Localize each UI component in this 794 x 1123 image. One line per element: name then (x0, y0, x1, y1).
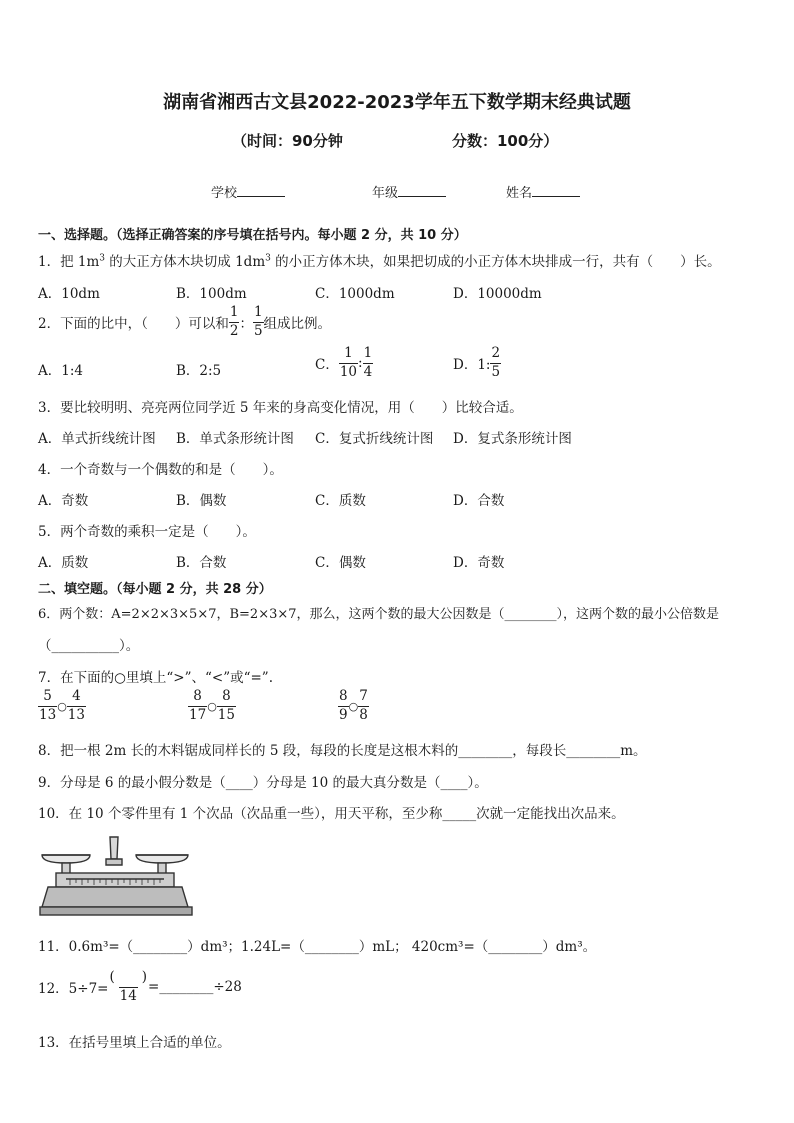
q2-f1-num: 1 (229, 304, 239, 320)
question-12 (38, 971, 242, 1003)
q1-option-b: B．100dm (176, 286, 247, 302)
grade-label: 年级 (372, 186, 399, 201)
q5-option-c: C．偶数 (315, 555, 366, 571)
q7-2-right (217, 690, 236, 722)
q5-option-d: D．奇数 (453, 555, 505, 571)
q2-optd-fraction (490, 347, 501, 379)
q7-compare-2 (188, 690, 236, 722)
balance-scale-image (38, 833, 198, 919)
q5-option-a: A．质数 (38, 555, 89, 571)
grade-blank (398, 184, 446, 197)
q2-optd-f-den: 5 (491, 363, 501, 380)
q4-option-c: C．质数 (315, 493, 366, 509)
q2-text-b: 组成比例。 (263, 316, 332, 332)
exam-time: （时间：90分钟 (232, 132, 343, 150)
q5-option-b: B．合数 (176, 555, 227, 571)
q1-sup1: 3 (99, 253, 106, 264)
q7-3-left-num: 8 (339, 688, 348, 704)
q1-option-a: A．10dm (38, 286, 100, 302)
q7-3-left (338, 690, 349, 722)
q2-option-a: A．1:4 (38, 363, 83, 379)
q2-colon: ： (239, 316, 253, 332)
q12-fraction (108, 971, 148, 1003)
q2-optc-fraction-2 (363, 347, 374, 379)
question-9: 9．分母是 6 的最小假分数是（____）分母是 10 的最大真分数是（____）。 (38, 775, 488, 791)
q7-1-right-den: 13 (67, 706, 85, 723)
q1-option-d: D．10000dm (453, 286, 542, 302)
q2-optd-f-num: 2 (491, 345, 501, 361)
q7-2-left (188, 690, 207, 722)
q2-f1-den: 2 (229, 322, 239, 339)
question-6-line1: 6．两个数：A=2×2×3×5×7，B=2×3×7，那么，这两个数的最大公因数是（________），这两个数的最小公倍数是 (38, 607, 720, 622)
page-title: 湖南省湘西古文县2022-2023学年五下数学期末经典试题 (163, 92, 631, 113)
q2-optc-fraction-1 (339, 347, 358, 379)
q3-option-c: C．复式折线统计图 (315, 431, 434, 447)
q7-3-right-num: 7 (359, 688, 368, 704)
q2-optc-f2-den: 4 (363, 363, 373, 380)
name-label: 姓名 (506, 186, 533, 201)
q4-option-d: D．合数 (453, 493, 505, 509)
q7-1-right (67, 690, 86, 722)
name-blank (532, 184, 580, 197)
q1-sup2: 3 (265, 253, 271, 264)
question-8: 8．把一根 2m 长的木料锯成同样长的 5 段，每段的长度是这根木料的________，每段长________m。 (38, 743, 647, 759)
q1-text-c: 的小正方体木块，如果把切成的小正方体木块排成一行，共有（ ）长。 (270, 254, 721, 270)
q3-option-d: D．复式条形统计图 (453, 431, 572, 447)
q2-optc-f1-num: 1 (344, 345, 353, 361)
q7-1-left-den: 13 (39, 706, 57, 723)
q2-fraction-1 (229, 306, 240, 338)
q1-text-a: 1．把 1m (38, 254, 100, 270)
q2-f2-den: 5 (253, 322, 263, 339)
q7-1-left (38, 690, 57, 722)
q2-fraction-2 (253, 306, 264, 338)
school-label: 学校 (211, 186, 238, 201)
q7-3-left-den: 9 (339, 706, 348, 723)
q2-optc-f2-num: 1 (363, 345, 373, 361)
question-10: 10．在 10 个零件里有 1 个次品（次品重一些），用天平称，至少称_____次就一定能找出次品来。 (38, 806, 625, 822)
q7-3-circle: ○ (348, 699, 359, 713)
q2-optc-label: C． (315, 357, 339, 373)
q7-1-left-num: 5 (43, 688, 52, 704)
question-2 (38, 306, 331, 338)
question-1 (38, 250, 721, 270)
name-field (506, 182, 580, 201)
q2-optd-label: D．1: (453, 357, 491, 373)
q12-text-a: 12．5÷7= (38, 981, 109, 997)
q7-2-right-den: 15 (217, 706, 235, 723)
q1-option-c: C．1000dm (315, 286, 395, 302)
school-blank (237, 184, 285, 197)
q7-2-circle: ○ (207, 699, 217, 713)
section2-title: 二、填空题。（每小题 2 分，共 28 分） (38, 582, 272, 597)
q7-compare-3 (338, 690, 369, 722)
q7-2-left-den: 17 (189, 706, 207, 723)
q2-option-c (315, 347, 373, 379)
question-4: 4．一个奇数与一个偶数的和是（ ）。 (38, 462, 283, 478)
question-7: 7．在下面的○里填上“>”、“<”或“=”. (38, 670, 274, 686)
question-3: 3．要比较明明、亮亮两位同学近 5 年来的身高变化情况，用（ ）比较合适。 (38, 400, 523, 416)
q7-compare-1 (38, 690, 86, 722)
q12-num-blank: ( ) (109, 969, 148, 985)
q1-text-b: 的大正方体木块切成 1dm (105, 254, 266, 270)
q7-3-right-den: 8 (359, 706, 368, 723)
q7-3-right (358, 690, 369, 722)
q2-option-d (453, 347, 501, 379)
school-field (211, 182, 285, 201)
question-13: 13．在括号里填上合适的单位。 (38, 1035, 231, 1051)
q2-f2-num: 1 (253, 304, 263, 320)
q2-optc-colon: : (358, 355, 363, 371)
q7-1-right-num: 4 (72, 688, 81, 704)
grade-field (372, 182, 446, 201)
q2-option-b: B．2:5 (176, 363, 222, 379)
section1-title: 一、选择题。（选择正确答案的序号填在括号内。每小题 2 分，共 10 分） (38, 228, 467, 243)
exam-score: 分数：100分） (452, 132, 559, 150)
q7-2-right-num: 8 (222, 688, 231, 704)
question-11: 11．0.6m³=（________）dm³；1.24L=（________）mL； 420cm³=（________）dm³。 (38, 939, 597, 955)
q4-option-b: B．偶数 (176, 493, 227, 509)
q7-2-left-num: 8 (193, 688, 202, 704)
question-6-line2: （__________）。 (38, 638, 140, 654)
question-5: 5．两个奇数的乘积一定是（ ）。 (38, 524, 256, 540)
q4-option-a: A．奇数 (38, 493, 89, 509)
q2-optc-f1-den: 10 (339, 363, 358, 380)
q12-text-b: =________÷28 (148, 979, 242, 995)
q7-1-circle: ○ (57, 699, 67, 713)
q12-den: 14 (119, 987, 137, 1004)
q3-option-a: A．单式折线统计图 (38, 431, 156, 447)
q3-option-b: B．单式条形统计图 (176, 431, 294, 447)
q2-text-a: 2．下面的比中，（ ）可以和 (38, 316, 229, 332)
